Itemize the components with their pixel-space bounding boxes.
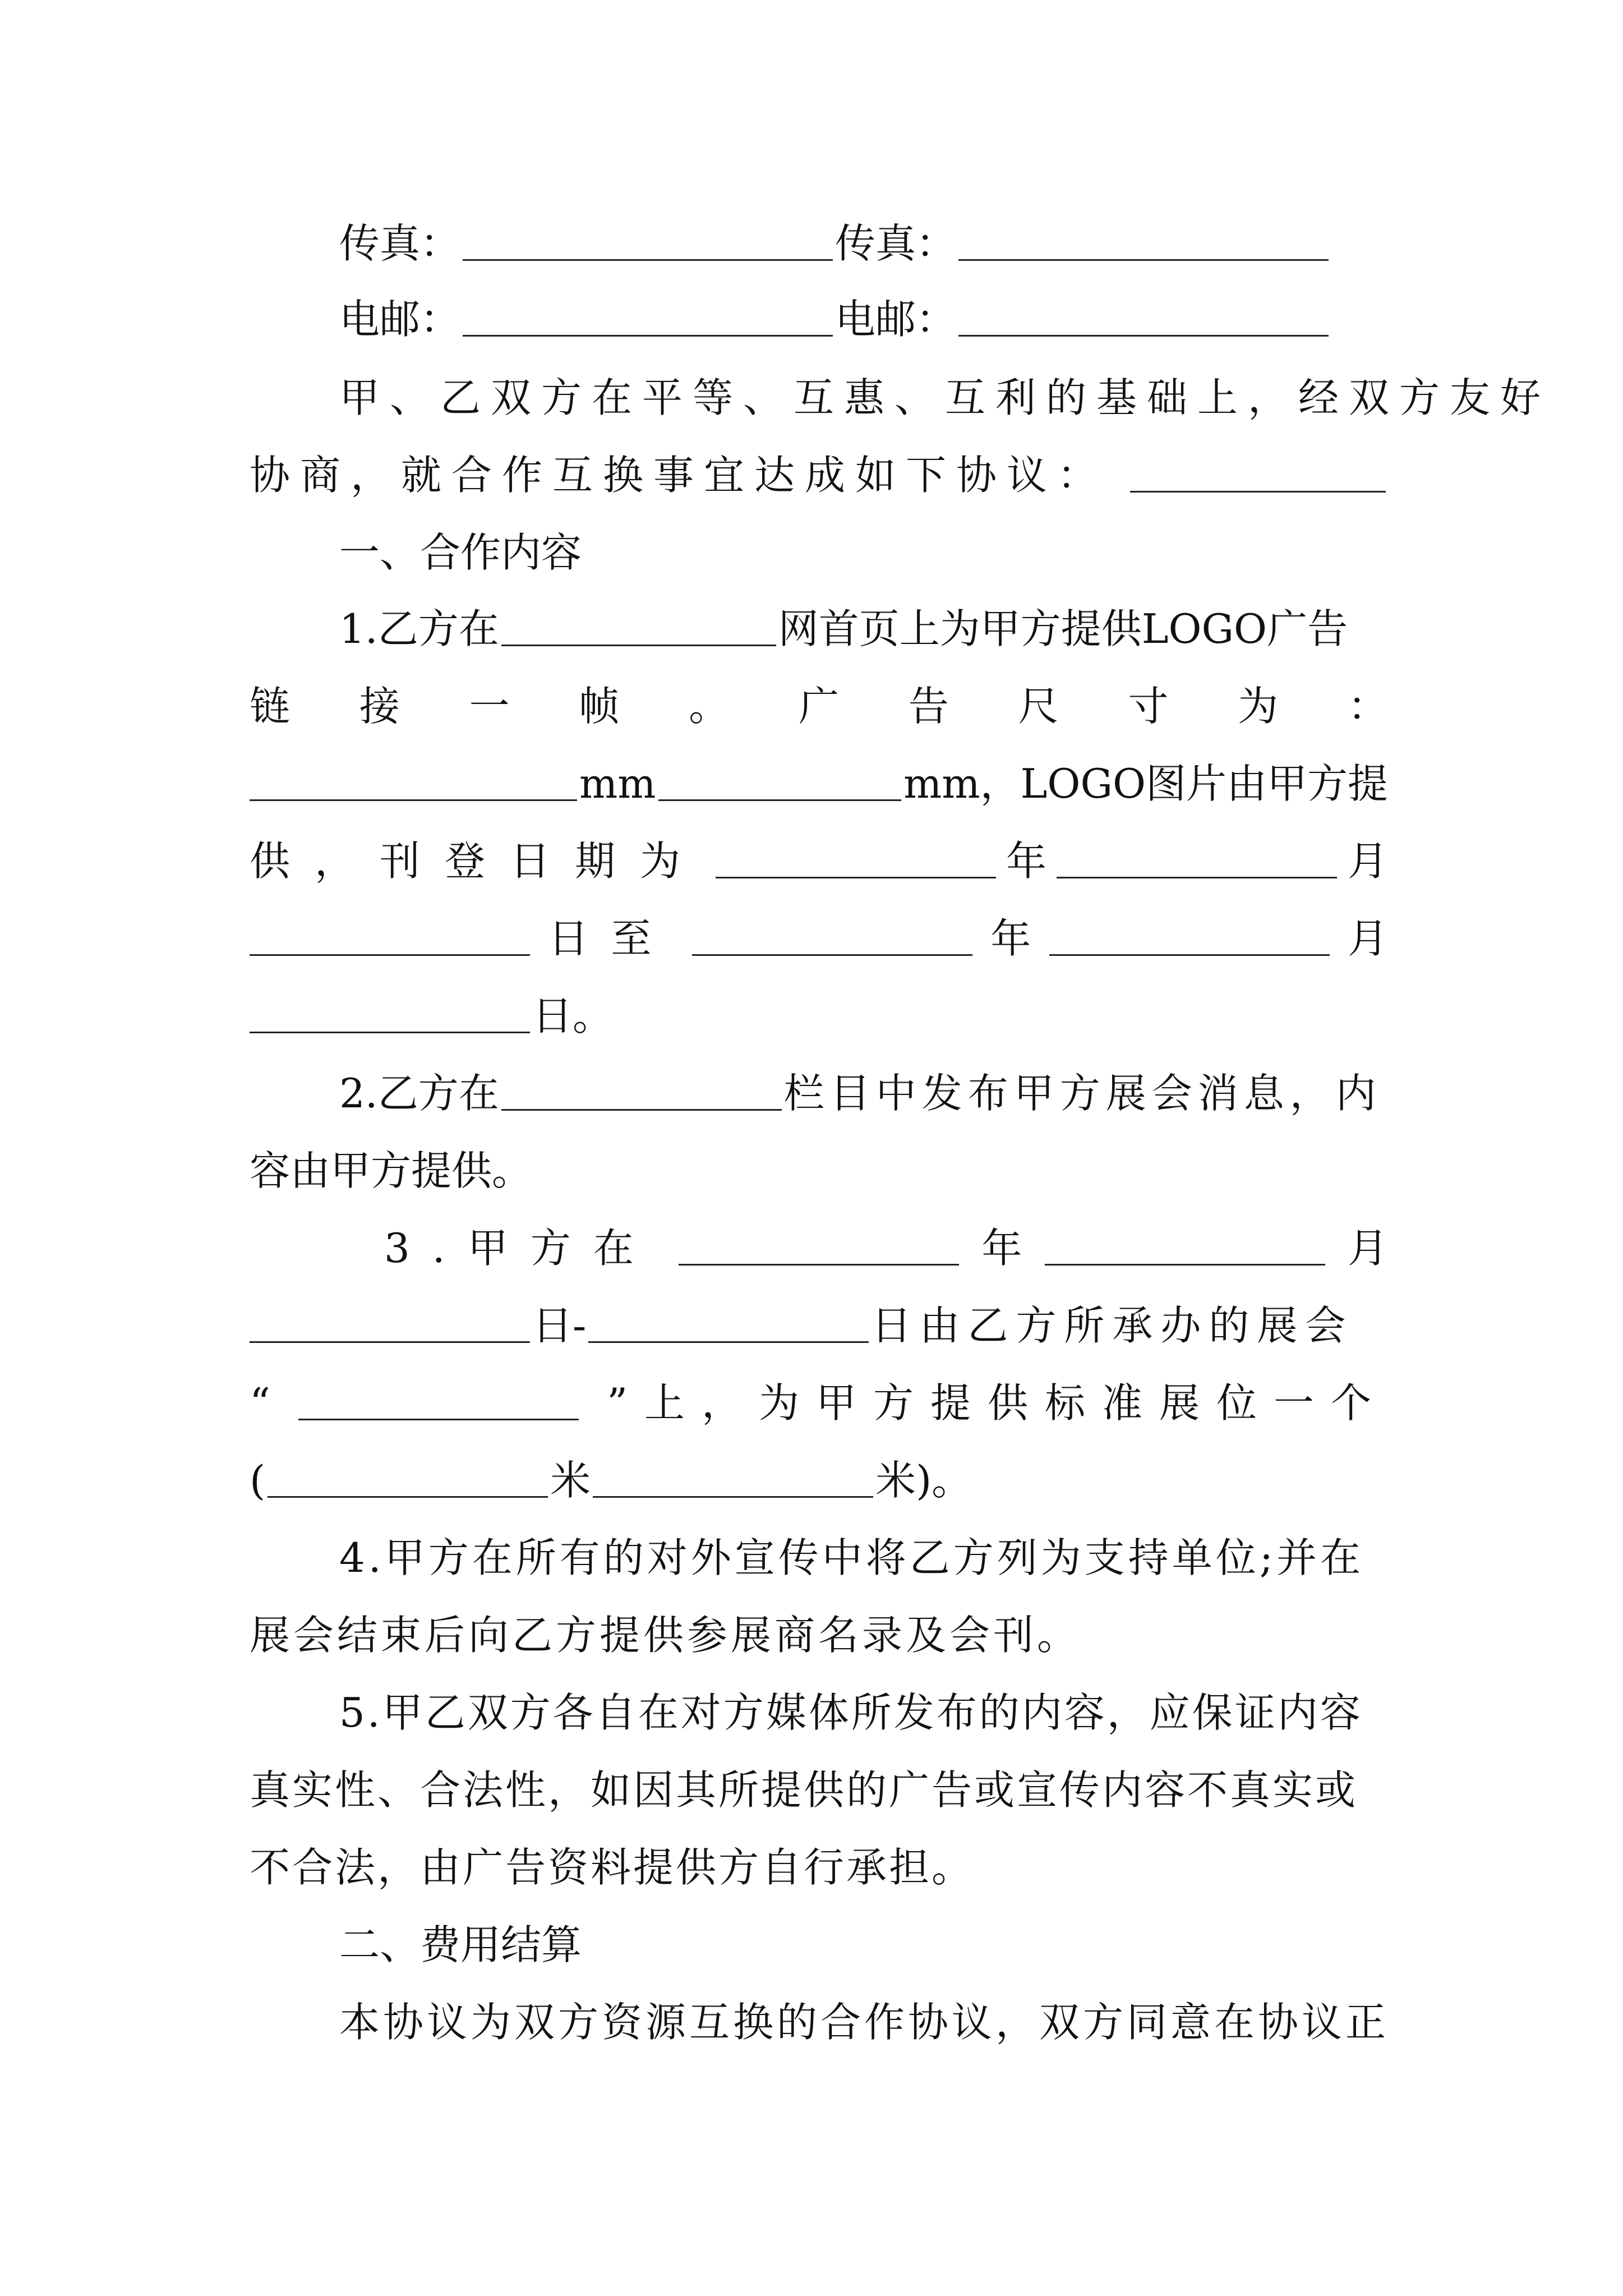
item-3-line-4 — [250, 1442, 1388, 1519]
char: 寸 — [1128, 683, 1169, 730]
item-4-text-1: 4.甲方在所有的对外宣传中将乙方列为支持单位;并在 — [339, 1534, 1364, 1581]
section-2-text-1: 本协议为双方资源互换的合作协议，双方同意在协议正 — [339, 1999, 1390, 2046]
open-quote: “ — [250, 1379, 270, 1427]
intro-line-1 — [250, 359, 1551, 436]
booth-length-blank[interactable] — [268, 1458, 548, 1498]
item-5-line-2 — [250, 1751, 1388, 1829]
item-5-line-3 — [250, 1829, 1388, 1906]
start-day-blank[interactable] — [250, 917, 530, 956]
item-5-text-2: 真实性、合法性，如因其所提供的广告或宣传内容不真实或 — [250, 1766, 1358, 1814]
item-2-line-1 — [250, 1055, 1388, 1132]
day-label: 日。 — [532, 992, 614, 1039]
item-3-day-start-blank[interactable] — [250, 1304, 530, 1343]
item-3-line-1 — [250, 1209, 1388, 1287]
item-4-line-1 — [250, 1519, 1388, 1596]
item-2-column-blank[interactable] — [501, 1071, 782, 1111]
item-3-text: 日由乙方所承办的展会 — [871, 1302, 1354, 1349]
end-month-blank[interactable] — [1049, 917, 1330, 956]
item-1-text: 网首页上为甲方提供LOGO广告 — [778, 605, 1348, 652]
meter-unit-close: 米)。 — [875, 1457, 972, 1504]
item-2-text: 栏目中发布甲方展会消息，内 — [783, 1070, 1382, 1117]
char: 广 — [798, 683, 839, 730]
char: 一 — [469, 683, 510, 730]
item-1-prefix: 1.乙方在 — [339, 605, 499, 652]
email-row — [250, 280, 1388, 358]
year-label: 年 — [990, 915, 1031, 962]
day-dash-label: 日- — [532, 1302, 587, 1349]
section-1-title — [250, 514, 1388, 591]
section-2-title-text: 二、费用结算 — [339, 1921, 582, 1968]
item-3-line-3 — [250, 1364, 1388, 1442]
intro-text-2: 协商，就合作互换事宜达成如下协议： — [250, 452, 1108, 499]
ad-height-blank[interactable] — [658, 762, 902, 801]
start-month-blank[interactable] — [1057, 839, 1337, 878]
booth-width-blank[interactable] — [593, 1458, 873, 1498]
item-1-line-3 — [250, 745, 1388, 822]
year-label: 年 — [981, 1225, 1022, 1272]
item-2-line-2 — [250, 1132, 1388, 1209]
char: ： — [1347, 683, 1388, 730]
char: 接 — [359, 683, 400, 730]
email-blank-party-a[interactable] — [463, 297, 833, 337]
item-3-year-blank[interactable] — [679, 1226, 959, 1266]
start-year-blank[interactable] — [716, 839, 996, 878]
item-2-text-2: 容由甲方提供。 — [250, 1147, 533, 1194]
email-label-party-b: 电邮： — [835, 296, 957, 343]
item-1-line-2 — [250, 668, 1388, 745]
intro-line-2 — [250, 436, 1388, 514]
fax-label-party-a: 传真： — [339, 220, 461, 267]
item-5-text-3: 不合法，由广告资料提供方自行承担。 — [250, 1844, 975, 1891]
fax-row — [250, 205, 1388, 282]
fax-blank-party-b[interactable] — [958, 222, 1329, 261]
email-blank-party-b[interactable] — [958, 297, 1329, 337]
item-1-line-1 — [250, 590, 1388, 668]
item-3-prefix: 3.甲方在 — [384, 1225, 656, 1272]
char: 为 — [1238, 683, 1279, 730]
char: 链 — [250, 683, 291, 730]
item-1-line-4 — [250, 822, 1388, 900]
item-5-text-1: 5.甲乙双方各自在对方媒体所发布的内容，应保证内容 — [339, 1689, 1363, 1736]
char: 尺 — [1018, 683, 1059, 730]
month-label: 月 — [1347, 1225, 1388, 1272]
open-paren: ( — [250, 1457, 266, 1504]
char: 帧 — [579, 683, 620, 730]
fax-label-party-b: 传真： — [835, 220, 957, 267]
publish-date-label: 供，刊登日期为 — [250, 838, 706, 885]
intro-blank[interactable] — [1130, 453, 1386, 493]
meter-unit: 米 — [550, 1457, 591, 1504]
end-day-blank[interactable] — [250, 994, 530, 1033]
end-year-blank[interactable] — [692, 917, 972, 956]
item-3-day-end-blank[interactable] — [588, 1304, 869, 1343]
item-1-site-blank[interactable] — [501, 607, 776, 646]
intro-text-1: 甲、乙双方在平等、互惠、互利的基础上，经双方友好 — [339, 374, 1551, 421]
day-to-label: 日至 — [548, 915, 674, 962]
month-label: 月 — [1347, 838, 1388, 885]
year-label: 年 — [1006, 838, 1046, 885]
item-3-booth-text: ”上，为甲方提供标准展位一个 — [607, 1379, 1388, 1427]
item-3-line-2 — [250, 1287, 1388, 1364]
item-5-line-1 — [250, 1674, 1388, 1751]
char: 。 — [689, 683, 730, 730]
item-4-line-2 — [250, 1596, 1388, 1674]
section-2-line-1 — [250, 1984, 1388, 2061]
fax-blank-party-a[interactable] — [463, 222, 833, 261]
section-2-title — [250, 1906, 1388, 1984]
exhibition-name-blank[interactable] — [298, 1381, 579, 1420]
mm-unit-1: mm — [579, 760, 656, 807]
item-2-prefix: 2.乙方在 — [339, 1070, 499, 1117]
item-1-line-5 — [250, 900, 1388, 977]
char: 告 — [908, 683, 949, 730]
section-1-title-text: 一、合作内容 — [339, 529, 582, 576]
month-label: 月 — [1347, 915, 1388, 962]
item-3-month-blank[interactable] — [1045, 1226, 1325, 1266]
item-4-text-2: 展会结束后向乙方提供参展商名录及会刊。 — [250, 1612, 1081, 1659]
item-1-line-6 — [250, 977, 1388, 1055]
item-1-logo-text: mm，LOGO图片由甲方提 — [903, 760, 1388, 807]
ad-width-blank[interactable] — [250, 762, 577, 801]
email-label-party-a: 电邮： — [339, 296, 461, 343]
